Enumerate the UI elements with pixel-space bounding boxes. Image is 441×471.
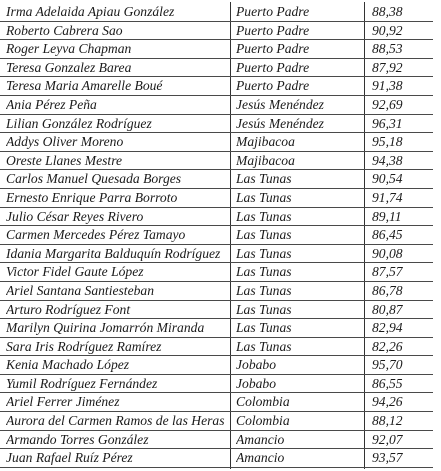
municipality: Las Tunas xyxy=(236,264,292,280)
score-value: 95,18 xyxy=(372,134,403,150)
table-row xyxy=(0,338,441,357)
score-value: 94,26 xyxy=(372,394,403,410)
person-name: Addys Oliver Moreno xyxy=(6,134,124,150)
table-row xyxy=(0,3,441,22)
municipality: Colombia xyxy=(236,413,290,429)
table-row xyxy=(0,22,441,41)
table-row xyxy=(0,133,441,152)
municipality: Las Tunas xyxy=(236,189,292,205)
person-name: Ariel Ferrer Jiménez xyxy=(6,394,120,410)
score-value: 91,74 xyxy=(372,189,403,205)
table-row xyxy=(0,263,441,282)
person-name: Victor Fidel Gaute López xyxy=(6,264,144,280)
person-name: Ariel Santana Santiesteban xyxy=(6,282,155,298)
table-row xyxy=(0,319,441,338)
person-name: Teresa Gonzalez Barea xyxy=(6,59,132,75)
table-row xyxy=(0,77,441,96)
score-value: 89,11 xyxy=(372,208,402,224)
table-row xyxy=(0,208,441,227)
table-row xyxy=(0,59,441,78)
score-value: 87,92 xyxy=(372,59,403,75)
municipality: Las Tunas xyxy=(236,301,292,317)
municipality: Amancio xyxy=(236,431,285,447)
score-value: 96,31 xyxy=(372,115,403,131)
municipality: Puerto Padre xyxy=(236,22,310,38)
municipality: Puerto Padre xyxy=(236,78,310,94)
score-value: 80,87 xyxy=(372,301,403,317)
municipality: Las Tunas xyxy=(236,171,292,187)
score-value: 88,12 xyxy=(372,413,403,429)
table-row xyxy=(0,40,441,59)
table-row xyxy=(0,301,441,320)
municipality: Las Tunas xyxy=(236,227,292,243)
table-row xyxy=(0,431,441,450)
municipality: Jesús Menéndez xyxy=(236,115,324,131)
table-body xyxy=(0,3,441,468)
score-value: 82,26 xyxy=(372,338,403,354)
municipality: Las Tunas xyxy=(236,245,292,261)
score-value: 95,70 xyxy=(372,357,403,373)
municipality: Majibacoa xyxy=(236,134,295,150)
person-name: Roberto Cabrera Sao xyxy=(6,22,123,38)
score-value: 94,38 xyxy=(372,152,403,168)
person-name: Aurora del Carmen Ramos de las Heras xyxy=(6,413,225,429)
person-name: Carmen Mercedes Pérez Tamayo xyxy=(6,227,186,243)
score-value: 91,38 xyxy=(372,78,403,94)
person-name: Teresa Maria Amarelle Boué xyxy=(6,78,163,94)
person-name: Kenia Machado López xyxy=(6,357,130,373)
municipality: Jobabo xyxy=(236,375,277,391)
table-row xyxy=(0,356,441,375)
score-value: 92,69 xyxy=(372,96,403,112)
municipality: Puerto Padre xyxy=(236,41,310,57)
person-name: Arturo Rodríguez Font xyxy=(6,301,131,317)
score-value: 88,38 xyxy=(372,4,403,19)
score-value: 90,54 xyxy=(372,171,403,187)
person-name: Yumil Rodríguez Fernández xyxy=(6,375,158,391)
municipality: Majibacoa xyxy=(236,152,295,168)
municipality: Puerto Padre xyxy=(236,59,310,75)
table-row xyxy=(0,449,441,468)
person-name: Idania Margarita Balduquín Rodríguez xyxy=(6,245,221,261)
municipality: Las Tunas xyxy=(236,208,292,224)
table-row xyxy=(0,375,441,394)
municipality: Las Tunas xyxy=(236,282,292,298)
municipality: Colombia xyxy=(236,394,290,410)
person-name: Ania Pérez Peña xyxy=(6,96,97,112)
person-name: Roger Leyva Chapman xyxy=(6,41,132,57)
person-name: Carlos Manuel Quesada Borges xyxy=(6,171,182,187)
table-row xyxy=(0,96,441,115)
municipality: Jobabo xyxy=(236,357,277,373)
municipality: Puerto Padre xyxy=(236,4,310,19)
person-name: Juan Rafael Ruíz Pérez xyxy=(6,450,133,466)
table-row xyxy=(0,393,441,412)
table-row xyxy=(0,115,441,134)
score-value: 86,45 xyxy=(372,227,403,243)
table-row xyxy=(0,170,441,189)
municipality: Amancio xyxy=(236,450,285,466)
person-name: Marilyn Quirina Jomarrón Miranda xyxy=(6,320,205,336)
table-row xyxy=(0,245,441,264)
score-value: 90,92 xyxy=(372,22,403,38)
person-name: Irma Adelaida Apiau González xyxy=(6,4,175,19)
score-value: 86,78 xyxy=(372,282,403,298)
person-name: Oreste Llanes Mestre xyxy=(6,152,123,168)
municipality: Las Tunas xyxy=(236,320,292,336)
municipality: Jesús Menéndez xyxy=(236,96,324,112)
score-value: 90,08 xyxy=(372,245,403,261)
person-name: Ernesto Enrique Parra Borroto xyxy=(6,189,178,205)
table-row xyxy=(0,152,441,171)
person-name: Julio César Reyes Rivero xyxy=(6,208,144,224)
score-value: 92,07 xyxy=(372,431,403,447)
municipality: Las Tunas xyxy=(236,338,292,354)
score-value: 88,53 xyxy=(372,41,403,57)
score-value: 93,57 xyxy=(372,450,403,466)
score-value: 82,94 xyxy=(372,320,403,336)
table-row xyxy=(0,412,441,431)
table-row xyxy=(0,282,441,301)
table-row xyxy=(0,189,441,208)
score-value: 87,57 xyxy=(372,264,403,280)
table-row xyxy=(0,226,441,245)
person-name: Lilian González Rodríguez xyxy=(6,115,152,131)
score-value: 86,55 xyxy=(372,375,403,391)
person-name: Armando Torres González xyxy=(6,431,149,447)
person-name: Sara Iris Rodríguez Ramírez xyxy=(6,338,162,354)
